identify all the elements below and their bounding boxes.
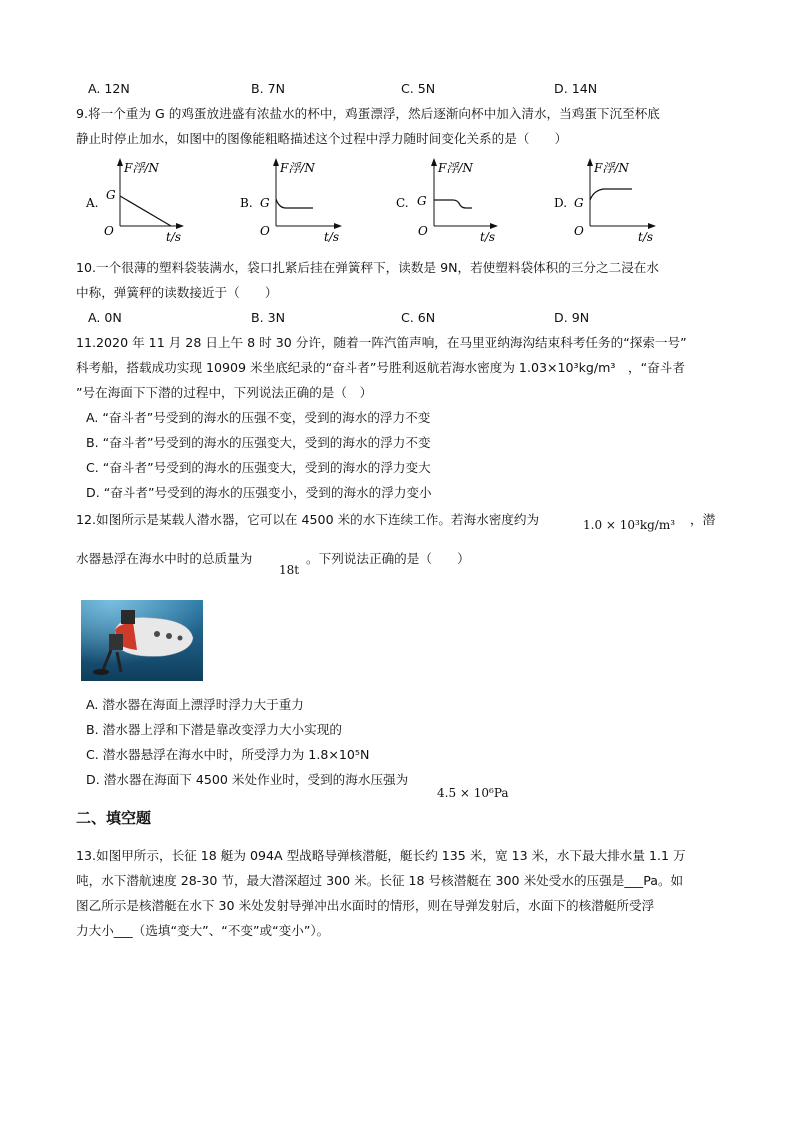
q8-option-c: C. 5N bbox=[401, 81, 436, 96]
q11-option-b: B. “奋斗者”号受到的海水的压强变大，受到的海水的浮力不变 bbox=[86, 435, 431, 450]
q10-text-line2: 中称，弹簧秤的读数接近于（ ） bbox=[76, 285, 278, 300]
submersible-photo bbox=[81, 600, 203, 681]
graph-c-y-label: F浮/N bbox=[438, 161, 473, 175]
graph-d-origin: O bbox=[574, 224, 584, 238]
graph-b-origin: O bbox=[260, 224, 270, 238]
q11-text-line1: 11.2020 年 11 月 28 日上午 8 时 30 分许，随着一阵汽笛声响，在马里亚纳海沟结束科考任务的“探索一号” bbox=[76, 335, 687, 350]
q11-option-d: D. “奋斗者”号受到的海水的压强变小，受到的海水的浮力变小 bbox=[86, 485, 432, 500]
graph-a-x-label: t/s bbox=[166, 230, 182, 244]
q13-text-line4: 力大小___（选填“变大”、“不变”或“变小”）。 bbox=[76, 923, 330, 938]
q9-graph-b bbox=[240, 158, 342, 244]
q8-option-d: D. 14N bbox=[554, 81, 598, 96]
graph-d-g: G bbox=[574, 196, 584, 210]
graph-c-label: C. bbox=[396, 196, 409, 210]
graph-b-curve bbox=[276, 199, 313, 208]
q12-pressure-formula: 4.5 × 10⁶Pa bbox=[437, 786, 509, 800]
graph-b-label: B. bbox=[240, 196, 253, 210]
q12-mass-formula: 18t bbox=[279, 563, 300, 577]
q10-option-c: C. 6N bbox=[401, 310, 436, 325]
q10-text-line1: 10.一个很薄的塑料袋装满水，袋口扎紧后挂在弹簧秤下，读数是 9N，若使塑料袋体积的三分之二浸在水 bbox=[76, 260, 659, 275]
graph-d-x-label: t/s bbox=[638, 230, 654, 244]
graph-a-label: A. bbox=[86, 196, 99, 210]
q12-option-c: C. 潜水器悬浮在海水中时，所受浮力为 1.8×10⁵N bbox=[86, 747, 370, 762]
q12-option-d: D. 潜水器在海面下 4500 米处作业时，受到的海水压强为 bbox=[86, 772, 409, 787]
q9-text-line2: 静止时停止加水，如图中的图像能粗略描述这个过程中浮力随时间变化关系的是（ ） bbox=[76, 131, 568, 146]
q8-option-a: A. 12N bbox=[88, 81, 130, 96]
q9-graphs bbox=[80, 155, 720, 247]
section-fill-in-title: 二、填空题 bbox=[76, 809, 152, 827]
graph-c-curve bbox=[434, 200, 472, 208]
graph-d-label: D. bbox=[554, 196, 568, 210]
q8-option-b: B. 7N bbox=[251, 81, 286, 96]
q11-option-a: A. “奋斗者”号受到的海水的压强不变，受到的海水的浮力不变 bbox=[86, 410, 431, 425]
q13-text-line1: 13.如图甲所示，长征 18 艇为 094A 型战略导弹核潜艇，艇长约 135 米，宽 13 米，水下最大排水量 1.1 万 bbox=[76, 848, 686, 863]
q9-graph-a bbox=[85, 158, 184, 244]
q13-text-line2: 吨，水下潜航速度 28-30 节，最大潜深超过 300 米。长征 18 号核潜艇在 300 米处受水的压强是___Pa。如 bbox=[76, 873, 684, 888]
q12-text-line1-end: ，潜 bbox=[690, 512, 716, 527]
q12-text-line1: 12.如图所示是某载人潜水器，它可以在 4500 米的水下连续工作。若海水密度约为 bbox=[76, 512, 540, 527]
q12-text-line2: 水器悬浮在海水中时的总质量为 bbox=[76, 551, 253, 566]
graph-c-g: G bbox=[417, 194, 427, 208]
graph-d-y-label: F浮/N bbox=[594, 161, 629, 175]
q9-graph-c bbox=[396, 158, 498, 244]
q9-graph-d bbox=[554, 158, 656, 244]
q13-text-line3: 图乙所示是核潜艇在水下 30 米处发射导弹冲出水面时的情形，则在导弹发射后，水面下的核潜艇所受浮 bbox=[76, 898, 655, 913]
q12-option-a: A. 潜水器在海面上漂浮时浮力大于重力 bbox=[86, 697, 304, 712]
q11-text-line3: ”号在海面下下潜的过程中，下列说法正确的是（ ） bbox=[76, 385, 373, 400]
graph-a-g: G bbox=[106, 188, 116, 202]
q9-text-line1: 9.将一个重为 G 的鸡蛋放进盛有浓盐水的杯中，鸡蛋漂浮，然后逐渐向杯中加入清水，当鸡蛋下沉至杯底 bbox=[76, 106, 660, 121]
q10-option-a: A. 0N bbox=[88, 310, 122, 325]
q8-options bbox=[88, 76, 748, 101]
graph-b-g: G bbox=[260, 196, 270, 210]
graph-b-x-label: t/s bbox=[324, 230, 340, 244]
graph-c-x-label: t/s bbox=[480, 230, 496, 244]
graph-a-origin: O bbox=[104, 224, 114, 238]
q11-text-line2: 科考船，搭载成功实现 10909 米坐底纪录的“奋斗者”号胜利返航若海水密度为 1.03×10³kg/m³ ，“奋斗者 bbox=[76, 360, 685, 375]
q12-text-line2-end: 。下列说法正确的是（ ） bbox=[306, 551, 470, 566]
graph-c-origin: O bbox=[418, 224, 428, 238]
graph-d-curve bbox=[590, 189, 632, 200]
q11-option-c: C. “奋斗者”号受到的海水的压强变大，受到的海水的浮力变大 bbox=[86, 460, 431, 475]
q10-option-d: D. 9N bbox=[554, 310, 590, 325]
graph-b-y-label: F浮/N bbox=[280, 161, 315, 175]
q12-option-b: B. 潜水器上浮和下潜是靠改变浮力大小实现的 bbox=[86, 722, 342, 737]
q12-density-formula: 1.0 × 10³kg/m³ bbox=[583, 518, 676, 532]
q10-options bbox=[88, 305, 748, 330]
q10-option-b: B. 3N bbox=[251, 310, 286, 325]
graph-a-y-label: F浮/N bbox=[124, 161, 159, 175]
graph-a-curve bbox=[120, 196, 171, 226]
